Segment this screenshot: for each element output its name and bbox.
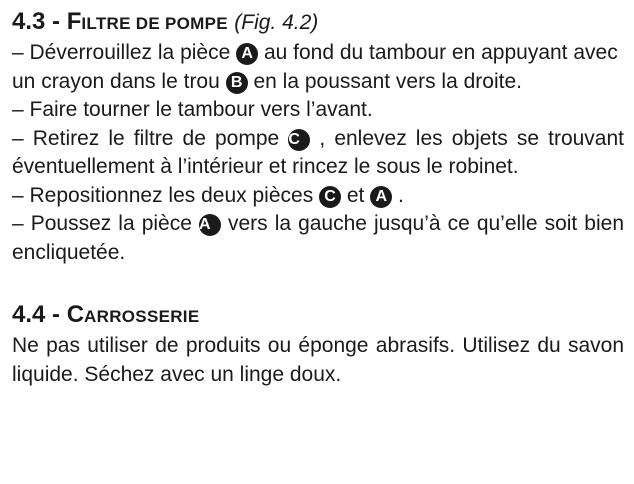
section-title-initial: C bbox=[66, 301, 85, 328]
part-c-badge: C bbox=[288, 129, 310, 151]
step-reposition-parts bbox=[12, 182, 624, 211]
part-a-badge: A bbox=[370, 186, 392, 208]
step-text: au fond du tambour en appuyant avec un crayon dans le trou bbox=[12, 41, 618, 93]
step-unlock-part bbox=[12, 39, 624, 96]
step-text: – Retirez le filtre de pompe bbox=[12, 126, 289, 150]
step-text: – Faire tourner le tambour vers l’avant. bbox=[12, 98, 373, 121]
part-a-badge: A bbox=[199, 214, 221, 236]
section-title-initial: F bbox=[66, 8, 82, 35]
step-text: – Repositionnez les deux pièces bbox=[12, 183, 320, 207]
body-text: Ne pas utiliser de produits ou éponge abrasifs. Utilisez du savon liquide. Séchez avec un linge doux. bbox=[12, 334, 624, 386]
section-4-4-heading bbox=[12, 299, 624, 332]
section-title-rest: ILTRE DE POMPE bbox=[81, 14, 228, 33]
step-remove-filter bbox=[12, 125, 624, 182]
section-number: 4.3 - bbox=[12, 8, 67, 35]
part-b-badge: B bbox=[226, 72, 248, 94]
step-text: et bbox=[341, 183, 371, 207]
step-text: – Poussez la pièce bbox=[12, 212, 199, 235]
step-rotate-drum bbox=[12, 96, 624, 125]
step-text: . bbox=[392, 183, 404, 207]
part-c-badge: C bbox=[319, 186, 341, 208]
step-text: , enlevez les objets se trouvant éventuellement à l’intérieur et rincez le sous le robinet. bbox=[12, 126, 624, 178]
section-number: 4.4 - bbox=[12, 301, 67, 328]
step-text: – Déverrouillez la pièce bbox=[12, 41, 237, 64]
figure-reference: (Fig. 4.2) bbox=[234, 11, 319, 34]
step-text: en la poussant vers la droite. bbox=[247, 69, 522, 93]
step-push-part bbox=[12, 210, 624, 267]
section-spacer bbox=[12, 267, 624, 299]
part-a-badge: A bbox=[236, 43, 258, 65]
step-text: vers la gauche jusqu’à ce qu’elle soit bien encliquetée. bbox=[12, 212, 624, 264]
section-4-3-heading bbox=[12, 6, 624, 39]
bodywork-care-text bbox=[12, 332, 624, 389]
section-title-rest: ARROSSERIE bbox=[84, 307, 200, 326]
